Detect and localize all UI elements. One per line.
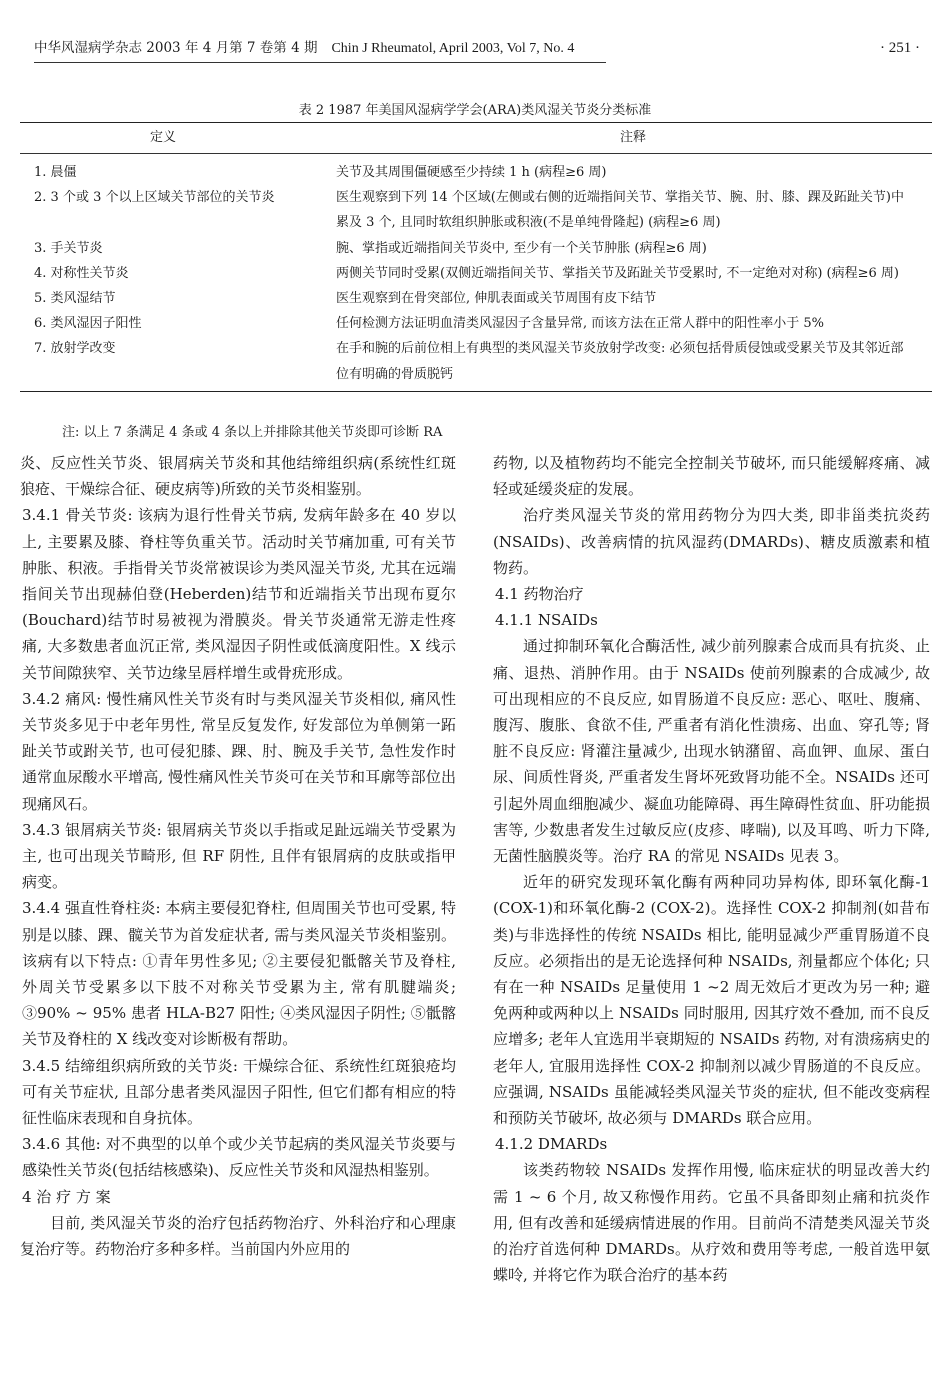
- row-note: 任何检测方法证明血清类风湿因子含量异常, 而该方法在正常人群中的阳性率小于 5%: [336, 316, 825, 332]
- paragraph: 近年的研究发现环氧化酶有两种同功异构体, 即环氧化酶-1 (COX-1)和环氧化酶-2 (COX-2)。选择性 COX-2 抑制剂(如昔布类)与非选择性的传统 NSAIDs 相比, 能明显减少严重胃肠道不良反应。必须指出的是无论选择何种 NSAIDs, 剂量都应个体化; 只有在一种 NSAIDs 足量使用 1 ~2 周无效后才更改为另一种; 避免两种或两种以上 NSAIDs 同时服用, 因其疗效不叠加, 而不良反应增多; 老年人宜选用半衰期短的 NSAIDs 药物, 对有溃疡病史的老年人, 宜服用选择性 COX-2 抑制剂以减少胃肠道的不良反应。应强调, NSAIDs 虽能减轻类风湿关节炎的症状, 但不能改变病程和预防关节破坏, 故必须与 DMARDs 联合应用。: [493, 873, 930, 1128]
- row-note: 在手和腕的后前位相上有典型的类风湿关节炎放射学改变: 必须包括骨质侵蚀或受累关节及其邻近部位有明确的骨质脱钙: [336, 341, 904, 382]
- table-row: [20, 160, 932, 185]
- section-3-4-3-psoriatic-arthritis: 3.4.3 银屑病关节炎: 银屑病关节炎以手指或足趾远端关节受累为主, 也可出现关节畸形, 但 RF 阴性, 且伴有银屑病的皮肤或指甲病变。: [22, 820, 456, 892]
- row-note: 关节及其周围僵硬感至少持续 1 h (病程≥6 周): [336, 165, 607, 180]
- table-row: [20, 336, 932, 386]
- section-4-1-2-heading: 4.1.2 DMARDs: [495, 1135, 608, 1154]
- section-3-4-6-other: 3.4.6 其他: 对不典型的以单个或少关节起病的类风湿关节炎要与感染性关节炎(包括结核感染)、反应性关节炎和风湿热相鉴别。: [22, 1135, 456, 1180]
- table-row: [20, 261, 932, 286]
- section-3-4-2-gout: 3.4.2 痛风: 慢性痛风性关节炎有时与类风湿关节炎相似, 痛风性关节炎多见于中老年男性, 常呈反复发作, 好发部位为单侧第一跖趾关节或跗关节, 也可侵犯膝、踝、肘、腕及手关节, 急性发作时通常血尿酸水平增高, 慢性痛风性关节炎可在关节和耳廓等部位出现痛风石。: [22, 689, 456, 813]
- section-4-1-1-heading: 4.1.1 NSAIDs: [495, 611, 598, 630]
- paragraph: 通过抑制环氧化合酶活性, 减少前列腺素合成而具有抗炎、止痛、退热、消肿作用。由于 NSAIDs 使前列腺素的合成减少, 故可出现相应的不良反应, 如胃肠道不良反应: 恶心、呕吐、腹痛、腹泻、腹胀、食欲不佳, 严重者有消化性溃疡、出血、穿孔等; 肾脏不良反应: 肾灌注量减少, 出现水钠潴留、高血钾、血尿、蛋白尿、间质性肾炎, 严重者发生肾坏死致肾功能不全。NSAIDs 还可引起外周血细胞减少、凝血功能障碍、再生障碍性贫血、肝功能损害等, 少数患者发生过敏反应(皮疹、哮喘), 以及耳鸣、听力下降, 无菌性脑膜炎等。治疗 RA 的常见 NSAIDs 见表 3。: [493, 637, 930, 866]
- row-note: 医生观察到在骨突部位, 伸肌表面或关节周围有皮下结节: [336, 291, 657, 307]
- row-note: 腕、掌指或近端指间关节炎中, 至少有一个关节肿胀 (病程≥6 周): [336, 240, 707, 256]
- row-note: 两侧关节同时受累(双侧近端指间关节、掌指关节及跖趾关节受累时, 不一定绝对对称) (病程≥6 周): [336, 265, 899, 281]
- col-header-definition: 定义: [150, 130, 177, 145]
- row-definition: 7. 放射学改变: [34, 341, 116, 357]
- right-column: [493, 450, 930, 1289]
- table-bottom-rule: [20, 391, 932, 392]
- row-definition: 6. 类风湿因子阳性: [34, 316, 142, 332]
- journal-title-cn: 中华风湿病学杂志 2003 年 4 月第 7 卷第 4 期: [34, 40, 318, 56]
- section-3-4-4-ankylosing-spondylitis: 3.4.4 强直性脊柱炎: 本病主要侵犯脊柱, 但周围关节也可受累, 特别是以膝、踝、髋关节为首发症状者, 需与类风湿关节炎相鉴别。该病有以下特点: ①青年男性多见; ②主要侵犯骶髂关节及脊柱, 外周关节受累多以下肢不对称关节受累为主, 常有肌腱端炎; ③90% ~ 95% 患者 HLA-B27 阳性; ④类风湿因子阴性; ⑤骶髂关节及脊柱的 X 线改变对诊断极有帮助。: [22, 899, 456, 1049]
- table-header: [20, 123, 932, 153]
- table-body: [20, 154, 932, 391]
- section-4-heading: 4 治 疗 方 案: [22, 1187, 111, 1206]
- table-title: 表 2 1987 年美国风湿病学学会(ARA)类风湿关节炎分类标准: [298, 103, 652, 118]
- journal-title-en: Chin J Rheumatol, April 2003, Vol 7, No. 4: [331, 41, 575, 56]
- page-number: · 251 ·: [880, 40, 920, 56]
- row-note: 医生观察到下列 14 个区域(左侧或右侧的近端指间关节、掌指关节、腕、肘、膝、踝及跖趾关节)中累及 3 个, 且同时软组织肿胀或积液(不是单纯骨隆起) (病程≥6 周): [336, 190, 904, 231]
- section-3-4-1-osteoarthritis: 3.4.1 骨关节炎: 该病为退行性骨关节病, 发病年龄多在 40 岁以上, 主要累及膝、脊柱等负重关节。活动时关节痛加重, 可有关节肿胀、积液。手指骨关节炎常被误诊为类风湿关节炎, 尤其在远端指间关节出现赫伯登(Heberden)结节和近端指关节出现布夏尔(Bouchard)结节时易被视为滑膜炎。骨关节炎通常无游走性疼痛, 大多数患者血沉正常, 类风湿因子阴性或低滴度阳性。X 线示关节间隙狭窄、关节边缘呈唇样增生或骨疣形成。: [22, 506, 456, 682]
- header-rule: [34, 62, 606, 63]
- paragraph-continued: 药物, 以及植物药均不能完全控制关节破坏, 而只能缓解疼痛、减轻或延缓炎症的发展。: [493, 454, 930, 499]
- col-header-note: 注释: [620, 130, 647, 145]
- table-row: [20, 185, 932, 235]
- paragraph: 该类药物较 NSAIDs 发挥作用慢, 临床症状的明显改善大约需 1 ~ 6 个月, 故又称慢作用药。它虽不具备即刻止痛和抗炎作用, 但有改善和延缓病情进展的作用。目前尚不清楚类风湿关节炎的治疗首选何种 DMARDs。从疗效和费用等考虑, 一般首选甲氨蝶呤, 并将它作为联合治疗的基本药: [493, 1161, 930, 1285]
- row-definition: 1. 晨僵: [34, 165, 77, 180]
- paragraph: 治疗类风湿关节炎的常用药物分为四大类, 即非甾类抗炎药(NSAIDs)、改善病情的抗风湿药(DMARDs)、糖皮质激素和植物药。: [493, 506, 930, 577]
- paragraph: 目前, 类风湿关节炎的治疗包括药物治疗、外科治疗和心理康复治疗等。药物治疗多种多样。当前国内外应用的: [20, 1213, 456, 1259]
- table-row: [20, 236, 932, 261]
- journal-citation: [34, 38, 574, 59]
- section-4-1-heading: 4.1 药物治疗: [495, 585, 584, 604]
- left-column: [20, 450, 456, 1262]
- row-definition: 4. 对称性关节炎: [34, 265, 129, 281]
- section-3-4-5-connective-tissue-disease: 3.4.5 结缔组织病所致的关节炎: 干燥综合征、系统性红斑狼疮均可有关节症状, 且部分患者类风湿因子阳性, 但它们都有相应的特征性临床表现和自身抗体。: [22, 1056, 456, 1128]
- table-row: [20, 311, 932, 336]
- running-head: [34, 38, 920, 58]
- row-definition: 5. 类风湿结节: [34, 291, 116, 307]
- paragraph-continued: 炎、反应性关节炎、银屑病关节炎和其他结缔组织病(系统性红斑狼疮、干燥综合征、硬皮病等)所致的关节炎相鉴别。: [20, 454, 456, 499]
- table-footnote: 注: 以上 7 条满足 4 条或 4 条以上并排除其他关节炎即可诊断 RA: [62, 425, 443, 440]
- row-definition: 2. 3 个或 3 个以上区域关节部位的关节炎: [34, 190, 275, 206]
- table-row: [20, 286, 932, 311]
- criteria-table: [20, 122, 932, 392]
- row-definition: 3. 手关节炎: [34, 240, 103, 256]
